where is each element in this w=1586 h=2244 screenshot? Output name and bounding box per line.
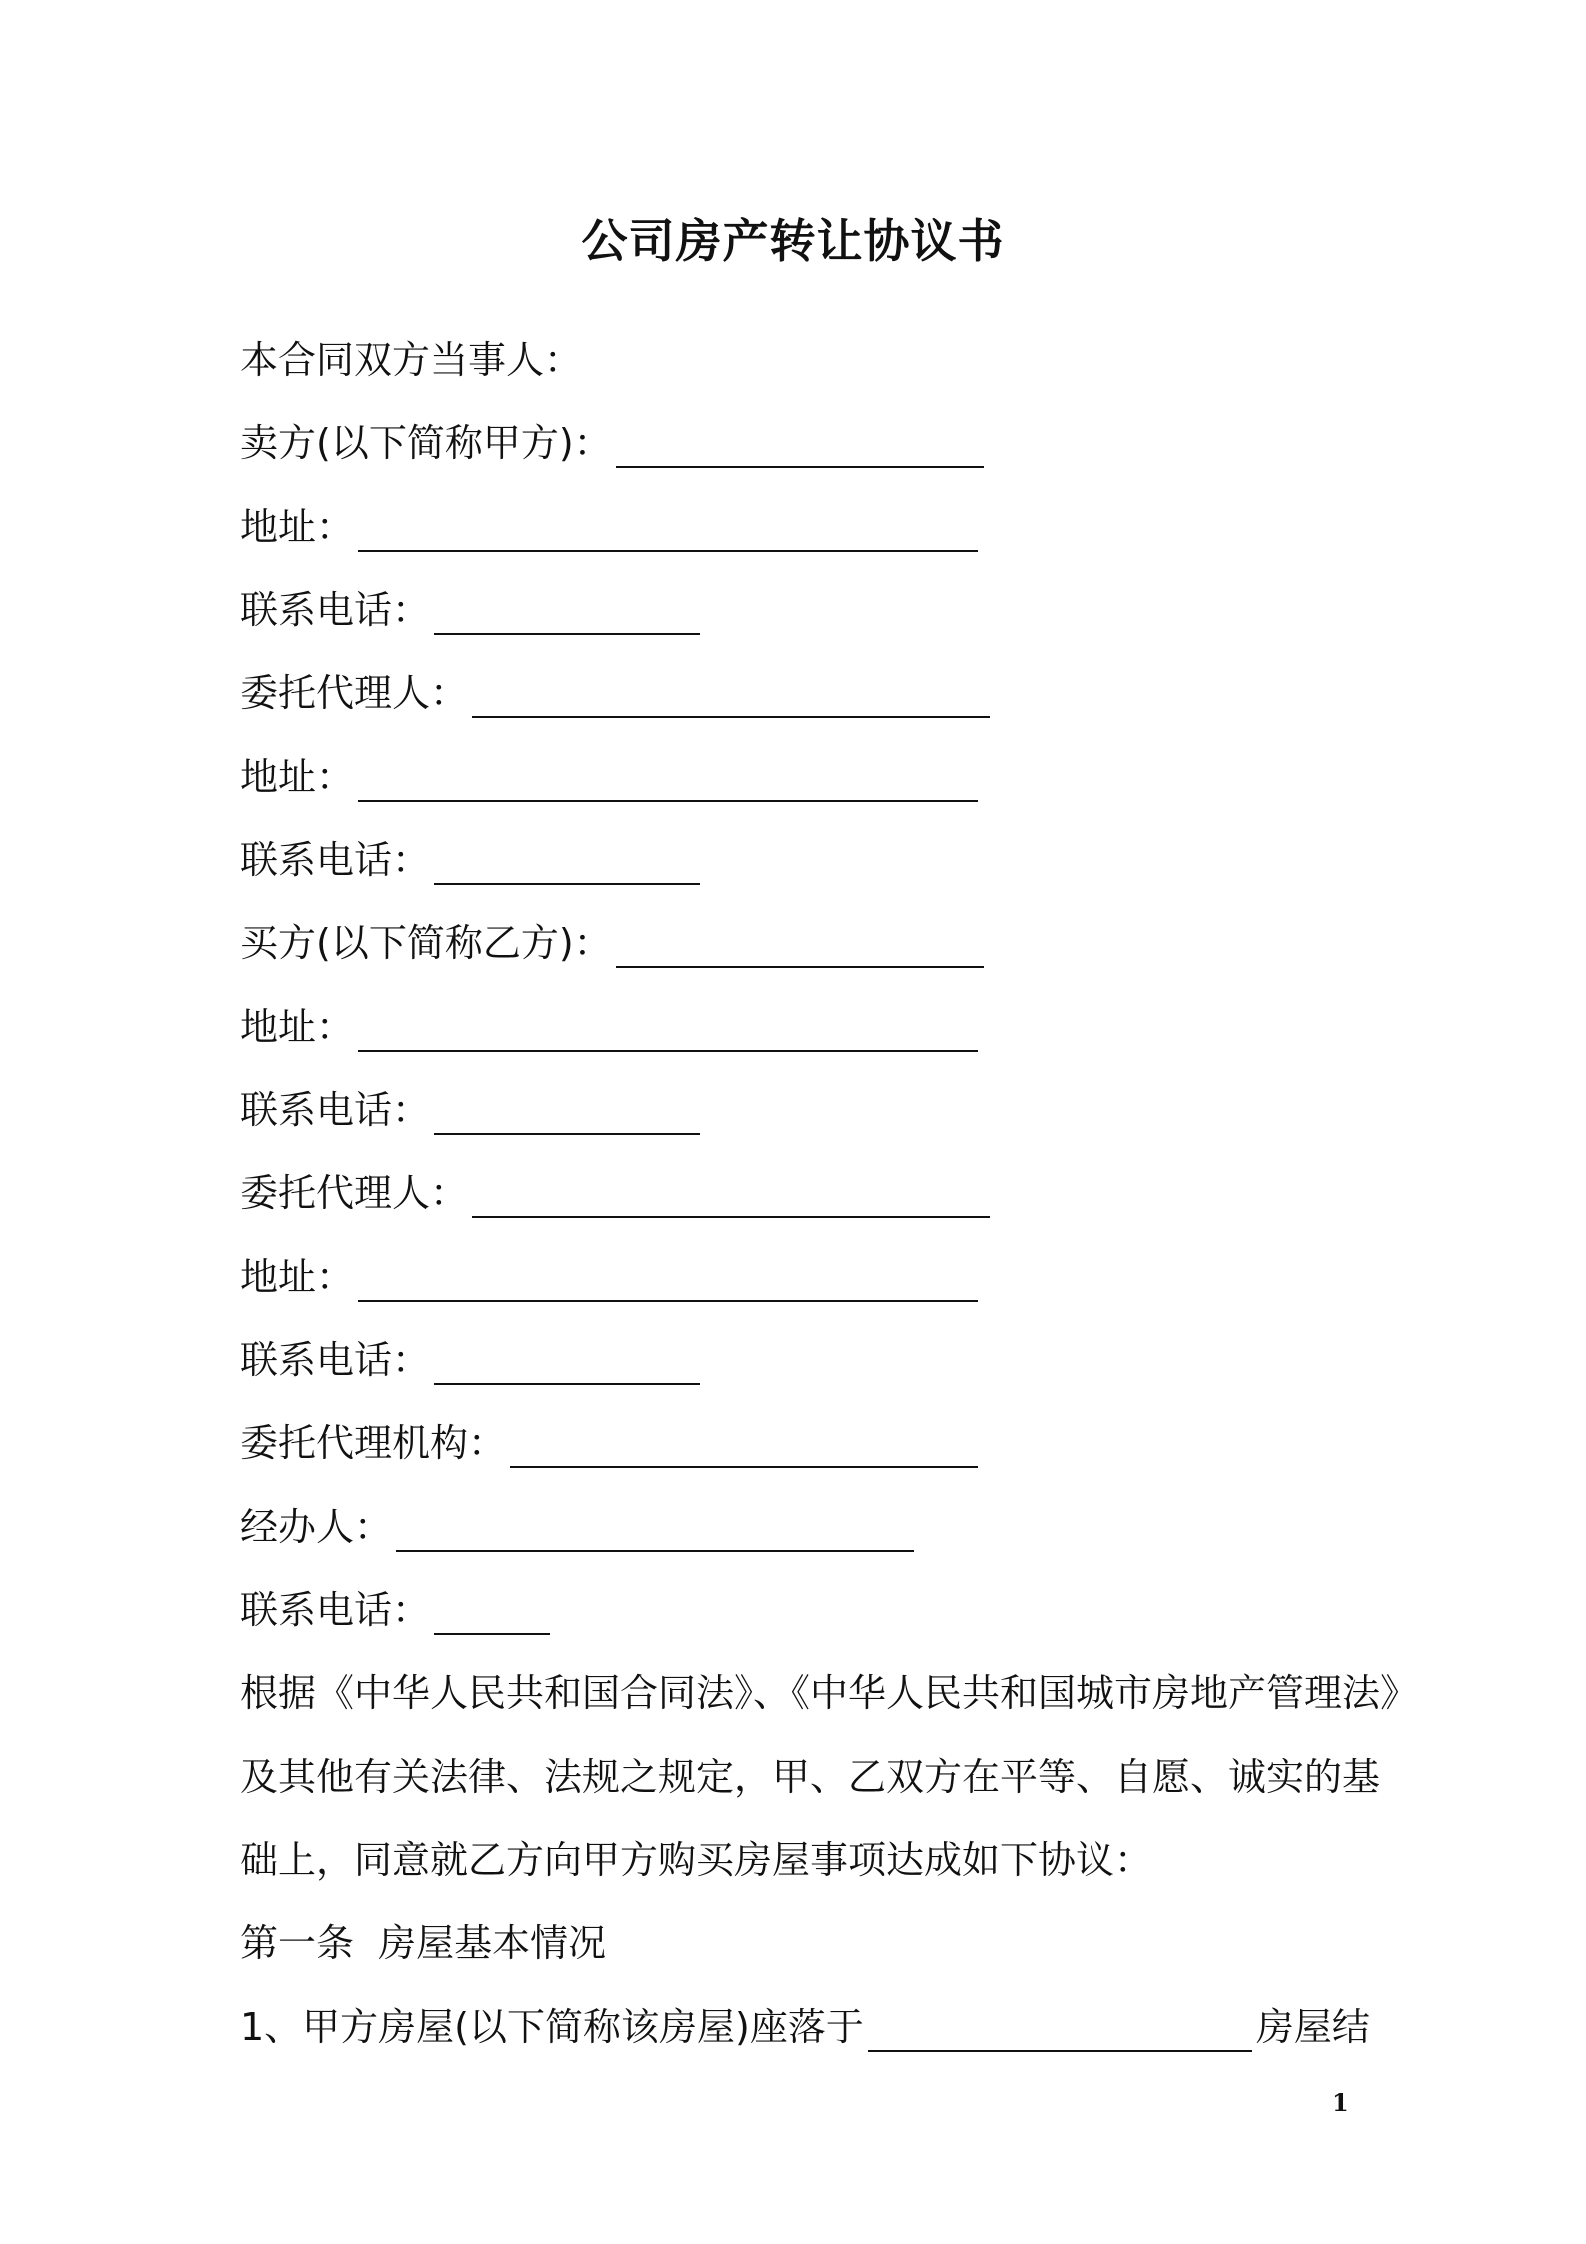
- seller-agent-line: [240, 668, 990, 718]
- agency-label: 委托代理机构：: [240, 1421, 507, 1465]
- buyer-address-line: [240, 1002, 978, 1052]
- buyer-phone-line: [240, 1085, 700, 1135]
- intro-line: [240, 335, 582, 385]
- preamble-line-3: [240, 1835, 1152, 1885]
- seller-phone-blank: [434, 593, 700, 635]
- seller-phone-line: [240, 585, 700, 635]
- handler-blank: [396, 1510, 914, 1552]
- seller-address-blank: [358, 510, 978, 552]
- buyer-agent-blank: [472, 1176, 990, 1218]
- buyer-agent-address-blank: [358, 1260, 978, 1302]
- agency-line: [240, 1418, 978, 1468]
- buyer-agent-phone-label: 联系电话：: [240, 1338, 431, 1382]
- handler-line: [240, 1502, 914, 1552]
- seller-agent-phone-blank: [434, 843, 700, 885]
- seller-line: [240, 418, 984, 468]
- preamble-text-1: 根据《中华人民共和国合同法》、《中华人民共和国城市房地产管理法》: [240, 1671, 1419, 1715]
- agency-phone-blank: [434, 1593, 550, 1635]
- buyer-agent-label: 委托代理人：: [240, 1171, 469, 1215]
- preamble-text-2: 及其他有关法律、法规之规定，甲、乙双方在平等、自愿、诚实的基: [240, 1755, 1381, 1799]
- seller-agent-address-line: [240, 752, 978, 802]
- property-location-blank: [868, 2010, 1252, 2052]
- agency-phone-line: [240, 1585, 550, 1635]
- buyer-phone-blank: [434, 1093, 700, 1135]
- seller-agent-phone-line: [240, 835, 700, 885]
- intro-text: 本合同双方当事人：: [240, 338, 583, 382]
- seller-agent-address-blank: [358, 760, 978, 802]
- agency-blank: [510, 1426, 978, 1468]
- buyer-name-blank: [616, 926, 984, 968]
- buyer-agent-phone-line: [240, 1335, 700, 1385]
- seller-label: 卖方(以下简称甲方)：: [240, 421, 612, 465]
- article-1-item-1-suffix: 房屋结: [1255, 2005, 1370, 2049]
- seller-agent-label: 委托代理人：: [240, 671, 469, 715]
- handler-label: 经办人：: [240, 1505, 393, 1549]
- buyer-label: 买方(以下简称乙方)：: [240, 921, 612, 965]
- seller-name-blank: [616, 426, 984, 468]
- seller-agent-blank: [472, 676, 990, 718]
- seller-address-line: [240, 502, 978, 552]
- buyer-agent-phone-blank: [434, 1343, 700, 1385]
- article-1-heading: [240, 1918, 606, 1968]
- buyer-phone-label: 联系电话：: [240, 1088, 431, 1132]
- buyer-agent-line: [240, 1168, 990, 1218]
- preamble-line-2: [240, 1752, 1380, 1802]
- seller-address-label: 地址：: [240, 505, 355, 549]
- agency-phone-label: 联系电话：: [240, 1588, 431, 1632]
- document-title: 公司房产转让协议书: [581, 214, 1005, 268]
- preamble-text-3: 础上，同意就乙方向甲方购买房屋事项达成如下协议：: [240, 1838, 1153, 1882]
- seller-agent-phone-label: 联系电话：: [240, 838, 431, 882]
- article-1-item-1: [240, 2002, 1370, 2052]
- buyer-agent-address-line: [240, 1252, 978, 1302]
- article-1-item-1-prefix: 1、甲方房屋(以下简称该房屋)座落于: [240, 2005, 864, 2049]
- page-number: 1: [1332, 2088, 1349, 2117]
- seller-agent-address-label: 地址：: [240, 755, 355, 799]
- buyer-line: [240, 918, 984, 968]
- buyer-address-blank: [358, 1010, 978, 1052]
- preamble-line-1: [240, 1668, 1418, 1718]
- buyer-address-label: 地址：: [240, 1005, 355, 1049]
- seller-phone-label: 联系电话：: [240, 588, 431, 632]
- article-1-heading-text: 第一条 房屋基本情况: [240, 1921, 607, 1965]
- buyer-agent-address-label: 地址：: [240, 1255, 355, 1299]
